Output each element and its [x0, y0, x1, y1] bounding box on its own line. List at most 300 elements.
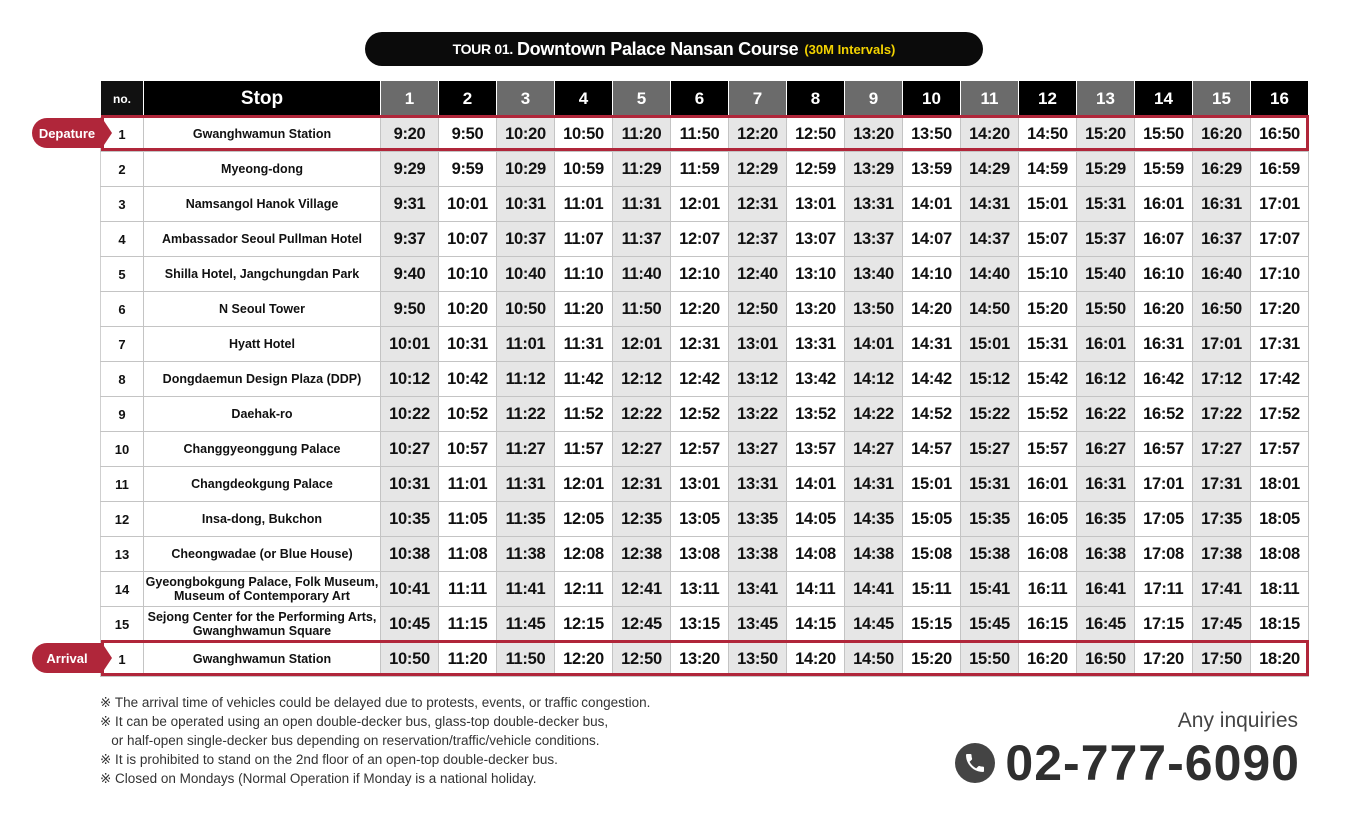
departure-time: 17:01	[1251, 187, 1309, 222]
stop-name	[144, 327, 381, 362]
departure-time: 17:35	[1193, 502, 1251, 537]
departure-time: 16:20	[1019, 642, 1077, 677]
departure-time: 16:35	[1077, 502, 1135, 537]
departure-time: 12:15	[555, 607, 613, 642]
departure-time: 15:29	[1077, 152, 1135, 187]
departure-time: 17:27	[1193, 432, 1251, 467]
departure-time: 15:05	[903, 502, 961, 537]
departure-time: 13:38	[729, 537, 787, 572]
departure-time: 16:22	[1077, 397, 1135, 432]
departure-time: 11:01	[555, 187, 613, 222]
departure-time: 12:20	[729, 117, 787, 152]
departure-time: 10:59	[555, 152, 613, 187]
tour-number: TOUR 01.	[452, 41, 513, 57]
header-row	[101, 81, 1309, 117]
departure-time: 14:35	[845, 502, 903, 537]
departure-time: 11:05	[439, 502, 497, 537]
stop-name-line: Dongdaemun Design Plaza (DDP)	[162, 372, 362, 386]
departure-time: 12:31	[729, 187, 787, 222]
stop-name-line: Gwanghwamun Station	[192, 652, 332, 666]
departure-time: 13:20	[671, 642, 729, 677]
departure-time: 13:01	[787, 187, 845, 222]
table-row	[101, 362, 1309, 397]
departure-time: 15:57	[1019, 432, 1077, 467]
departure-time: 18:15	[1251, 607, 1309, 642]
stop-name	[144, 432, 381, 467]
stop-name	[144, 187, 381, 222]
departure-time: 15:45	[961, 607, 1019, 642]
departure-time: 15:20	[1077, 117, 1135, 152]
course-name: Downtown Palace Nansan Course	[516, 38, 799, 59]
departure-time: 17:10	[1251, 257, 1309, 292]
departure-time: 13:31	[845, 187, 903, 222]
stop-number: 1	[101, 117, 144, 152]
departure-time: 10:22	[381, 397, 439, 432]
departure-time: 15:01	[961, 327, 1019, 362]
timetable	[100, 80, 1309, 677]
departure-time: 13:11	[671, 572, 729, 607]
note-line: ※ The arrival time of vehicles could be delayed due to protests, events, or traffic congestion.	[100, 695, 651, 710]
departure-time: 12:11	[555, 572, 613, 607]
departure-time: 15:31	[1077, 187, 1135, 222]
departure-time: 11:08	[439, 537, 497, 572]
departure-time: 15:20	[1019, 292, 1077, 327]
departure-time: 17:20	[1251, 292, 1309, 327]
departure-time: 13:37	[845, 222, 903, 257]
departure-time: 10:29	[497, 152, 555, 187]
departure-time: 17:12	[1193, 362, 1251, 397]
departure-time: 13:50	[903, 117, 961, 152]
stop-name-line: Namsangol Hanok Village	[185, 197, 339, 211]
departure-time: 12:20	[671, 292, 729, 327]
departure-time: 18:05	[1251, 502, 1309, 537]
departure-time: 13:01	[729, 327, 787, 362]
header-trip: 1	[381, 81, 439, 117]
departure-time: 17:11	[1135, 572, 1193, 607]
departure-time: 12:45	[613, 607, 671, 642]
departure-time: 16:45	[1077, 607, 1135, 642]
stop-number: 3	[101, 187, 144, 222]
table-row	[101, 222, 1309, 257]
departure-time: 15:37	[1077, 222, 1135, 257]
departure-time: 11:50	[671, 117, 729, 152]
departure-time: 16:08	[1019, 537, 1077, 572]
stop-number: 9	[101, 397, 144, 432]
phone-number: 02-777-6090	[1005, 735, 1300, 791]
departure-time: 9:29	[381, 152, 439, 187]
stop-number: 15	[101, 607, 144, 642]
departure-time: 11:52	[555, 397, 613, 432]
departure-time: 15:59	[1135, 152, 1193, 187]
departure-time: 11:12	[497, 362, 555, 397]
departure-time: 14:01	[787, 467, 845, 502]
departure-time: 17:08	[1135, 537, 1193, 572]
interval-note: (30M Intervals)	[804, 41, 896, 57]
departure-time: 17:52	[1251, 397, 1309, 432]
header-trip: 12	[1019, 81, 1077, 117]
departure-time: 11:01	[497, 327, 555, 362]
header-trip: 9	[845, 81, 903, 117]
header-no: no.	[101, 81, 144, 117]
note-line: ※ It is prohibited to stand on the 2nd floor of an open-top double-decker bus.	[100, 752, 558, 767]
departure-time: 11:41	[497, 572, 555, 607]
departure-time: 10:57	[439, 432, 497, 467]
departure-time: 14:01	[903, 187, 961, 222]
departure-time: 12:27	[613, 432, 671, 467]
departure-time: 15:40	[1077, 257, 1135, 292]
stop-number: 5	[101, 257, 144, 292]
departure-time: 10:50	[497, 292, 555, 327]
stop-name	[144, 397, 381, 432]
departure-time: 11:20	[439, 642, 497, 677]
stop-name	[144, 607, 381, 642]
departure-time: 9:59	[439, 152, 497, 187]
phone-contact	[955, 734, 1300, 792]
stop-name-line: Changgyeonggung Palace	[183, 442, 341, 456]
stop-name-line: Gyeongbokgung Palace, Folk Museum,	[145, 575, 379, 589]
stop-number: 4	[101, 222, 144, 257]
departure-time: 13:35	[729, 502, 787, 537]
stop-name	[144, 222, 381, 257]
departure-time: 11:37	[613, 222, 671, 257]
table-row	[101, 292, 1309, 327]
stop-number: 7	[101, 327, 144, 362]
departure-time: 11:29	[613, 152, 671, 187]
departure-time: 11:20	[613, 117, 671, 152]
departure-time: 12:57	[671, 432, 729, 467]
departure-time: 14:22	[845, 397, 903, 432]
departure-time: 17:38	[1193, 537, 1251, 572]
departure-time: 12:01	[671, 187, 729, 222]
departure-time: 14:31	[903, 327, 961, 362]
departure-time: 12:38	[613, 537, 671, 572]
header-trip: 10	[903, 81, 961, 117]
departure-time: 16:10	[1135, 257, 1193, 292]
stop-number: 12	[101, 502, 144, 537]
departure-time: 16:11	[1019, 572, 1077, 607]
stop-name	[144, 502, 381, 537]
departure-time: 10:38	[381, 537, 439, 572]
stop-number: 1	[101, 642, 144, 677]
departure-time: 10:27	[381, 432, 439, 467]
departure-time: 16:50	[1193, 292, 1251, 327]
departure-time: 13:20	[787, 292, 845, 327]
departure-time: 15:08	[903, 537, 961, 572]
departure-time: 15:01	[903, 467, 961, 502]
stop-name-line: Gwanghwamun Station	[192, 127, 332, 141]
arrival-tag: Arrival	[32, 643, 102, 673]
table-row	[101, 432, 1309, 467]
departure-time: 13:40	[845, 257, 903, 292]
departure-time: 12:01	[613, 327, 671, 362]
departure-time: 10:40	[497, 257, 555, 292]
departure-time: 10:31	[439, 327, 497, 362]
departure-time: 12:08	[555, 537, 613, 572]
departure-time: 16:42	[1135, 362, 1193, 397]
departure-time: 13:50	[729, 642, 787, 677]
note-line: or half-open single-decker bus depending on reservation/traffic/vehicle conditions.	[100, 733, 600, 748]
departure-time: 18:08	[1251, 537, 1309, 572]
departure-time: 16:31	[1077, 467, 1135, 502]
departure-time: 14:07	[903, 222, 961, 257]
departure-time: 13:05	[671, 502, 729, 537]
header-trip: 4	[555, 81, 613, 117]
course-title	[365, 32, 983, 66]
departure-time: 12:01	[555, 467, 613, 502]
departure-time: 16:59	[1251, 152, 1309, 187]
departure-time: 12:05	[555, 502, 613, 537]
departure-time: 17:01	[1193, 327, 1251, 362]
departure-time: 9:31	[381, 187, 439, 222]
departure-time: 10:52	[439, 397, 497, 432]
departure-time: 15:27	[961, 432, 1019, 467]
departure-time: 14:20	[961, 117, 1019, 152]
departure-time: 12:50	[787, 117, 845, 152]
departure-time: 16:15	[1019, 607, 1077, 642]
departure-time: 15:31	[1019, 327, 1077, 362]
departure-time: 17:05	[1135, 502, 1193, 537]
departure-time: 14:20	[787, 642, 845, 677]
header-trip: 5	[613, 81, 671, 117]
departure-time: 10:41	[381, 572, 439, 607]
departure-time: 14:31	[845, 467, 903, 502]
departure-time: 16:31	[1135, 327, 1193, 362]
departure-time: 11:15	[439, 607, 497, 642]
departure-time: 14:50	[961, 292, 1019, 327]
departure-time: 11:27	[497, 432, 555, 467]
departure-time: 15:41	[961, 572, 1019, 607]
header-trip: 2	[439, 81, 497, 117]
departure-tag: Depature	[32, 118, 102, 148]
stop-name-line: Hyatt Hotel	[229, 337, 295, 351]
departure-time: 15:52	[1019, 397, 1077, 432]
table-row	[101, 502, 1309, 537]
departure-time: 14:42	[903, 362, 961, 397]
departure-time: 17:31	[1251, 327, 1309, 362]
departure-time: 13:10	[787, 257, 845, 292]
departure-time: 11:59	[671, 152, 729, 187]
departure-time: 17:57	[1251, 432, 1309, 467]
departure-time: 15:38	[961, 537, 1019, 572]
departure-time: 12:35	[613, 502, 671, 537]
departure-time: 16:01	[1019, 467, 1077, 502]
table-row	[101, 537, 1309, 572]
departure-time: 14:59	[1019, 152, 1077, 187]
departure-time: 15:15	[903, 607, 961, 642]
stop-number: 8	[101, 362, 144, 397]
departure-time: 10:35	[381, 502, 439, 537]
stop-number: 6	[101, 292, 144, 327]
header-trip: 13	[1077, 81, 1135, 117]
stop-name	[144, 467, 381, 502]
departure-time: 12:31	[671, 327, 729, 362]
departure-time: 13:59	[903, 152, 961, 187]
departure-time: 13:31	[729, 467, 787, 502]
departure-time: 10:07	[439, 222, 497, 257]
departure-time: 16:52	[1135, 397, 1193, 432]
departure-time: 10:50	[381, 642, 439, 677]
departure-time: 16:50	[1077, 642, 1135, 677]
departure-time: 13:07	[787, 222, 845, 257]
departure-time: 12:29	[729, 152, 787, 187]
departure-time: 17:50	[1193, 642, 1251, 677]
departure-time: 15:42	[1019, 362, 1077, 397]
departure-time: 13:57	[787, 432, 845, 467]
stop-number: 10	[101, 432, 144, 467]
departure-time: 16:40	[1193, 257, 1251, 292]
stop-name-line: Gwanghwamun Square	[192, 624, 332, 638]
departure-time: 17:22	[1193, 397, 1251, 432]
table-row	[101, 572, 1309, 607]
departure-time: 14:31	[961, 187, 1019, 222]
departure-time: 15:31	[961, 467, 1019, 502]
departure-time: 13:52	[787, 397, 845, 432]
departure-time: 11:57	[555, 432, 613, 467]
departure-time: 12:40	[729, 257, 787, 292]
departure-time: 12:42	[671, 362, 729, 397]
stop-name	[144, 642, 381, 677]
header-trip: 7	[729, 81, 787, 117]
departure-time: 10:42	[439, 362, 497, 397]
table-row	[101, 257, 1309, 292]
departure-time: 18:11	[1251, 572, 1309, 607]
header-trip: 16	[1251, 81, 1309, 117]
departure-time: 14:08	[787, 537, 845, 572]
departure-time: 11:42	[555, 362, 613, 397]
departure-time: 12:10	[671, 257, 729, 292]
notes	[100, 693, 650, 788]
departure-time: 16:01	[1077, 327, 1135, 362]
departure-time: 13:50	[845, 292, 903, 327]
departure-time: 13:20	[845, 117, 903, 152]
departure-time: 13:45	[729, 607, 787, 642]
departure-time: 10:20	[439, 292, 497, 327]
stop-number: 13	[101, 537, 144, 572]
stop-name	[144, 537, 381, 572]
departure-time: 16:41	[1077, 572, 1135, 607]
departure-time: 10:37	[497, 222, 555, 257]
departure-time: 10:10	[439, 257, 497, 292]
departure-time: 17:45	[1193, 607, 1251, 642]
departure-time: 14:41	[845, 572, 903, 607]
departure-time: 11:35	[497, 502, 555, 537]
departure-time: 11:20	[555, 292, 613, 327]
stop-name-line: Ambassador Seoul Pullman Hotel	[161, 232, 363, 246]
stop-name-line: Museum of Contemporary Art	[174, 589, 350, 603]
stop-number: 14	[101, 572, 144, 607]
departure-time: 10:31	[497, 187, 555, 222]
departure-time: 12:52	[671, 397, 729, 432]
departure-time: 15:35	[961, 502, 1019, 537]
departure-time: 9:20	[381, 117, 439, 152]
departure-time: 12:12	[613, 362, 671, 397]
table-row	[101, 467, 1309, 502]
departure-time: 16:05	[1019, 502, 1077, 537]
departure-time: 16:50	[1251, 117, 1309, 152]
departure-time: 11:11	[439, 572, 497, 607]
header-stop: Stop	[144, 81, 381, 117]
departure-time: 17:42	[1251, 362, 1309, 397]
departure-time: 11:07	[555, 222, 613, 257]
departure-time: 11:01	[439, 467, 497, 502]
departure-time: 17:15	[1135, 607, 1193, 642]
header-trip: 8	[787, 81, 845, 117]
departure-time: 11:45	[497, 607, 555, 642]
departure-time: 9:50	[381, 292, 439, 327]
stop-number: 2	[101, 152, 144, 187]
departure-time: 13:42	[787, 362, 845, 397]
departure-time: 13:22	[729, 397, 787, 432]
stop-name	[144, 257, 381, 292]
departure-time: 13:12	[729, 362, 787, 397]
departure-time: 13:08	[671, 537, 729, 572]
header-trip: 11	[961, 81, 1019, 117]
departure-time: 12:31	[613, 467, 671, 502]
departure-time: 15:50	[1135, 117, 1193, 152]
departure-time: 14:11	[787, 572, 845, 607]
departure-time: 16:37	[1193, 222, 1251, 257]
departure-time: 15:50	[961, 642, 1019, 677]
departure-time: 14:45	[845, 607, 903, 642]
stop-name	[144, 152, 381, 187]
departure-time: 9:40	[381, 257, 439, 292]
table-row	[101, 642, 1309, 677]
departure-time: 11:31	[555, 327, 613, 362]
departure-time: 16:31	[1193, 187, 1251, 222]
departure-time: 13:31	[787, 327, 845, 362]
departure-time: 15:07	[1019, 222, 1077, 257]
departure-time: 17:41	[1193, 572, 1251, 607]
stop-name	[144, 117, 381, 152]
departure-time: 14:50	[1019, 117, 1077, 152]
departure-time: 10:45	[381, 607, 439, 642]
departure-time: 14:52	[903, 397, 961, 432]
departure-time: 14:20	[903, 292, 961, 327]
stop-name-line: Shilla Hotel, Jangchungdan Park	[164, 267, 360, 281]
departure-time: 16:27	[1077, 432, 1135, 467]
note-line: ※ Closed on Mondays (Normal Operation if Monday is a national holiday.	[100, 771, 537, 786]
header-trip: 3	[497, 81, 555, 117]
departure-time: 16:20	[1193, 117, 1251, 152]
departure-time: 12:22	[613, 397, 671, 432]
departure-time: 13:29	[845, 152, 903, 187]
departure-time: 14:01	[845, 327, 903, 362]
departure-time: 14:38	[845, 537, 903, 572]
departure-time: 12:41	[613, 572, 671, 607]
departure-time: 16:57	[1135, 432, 1193, 467]
table-row	[101, 152, 1309, 187]
table-row	[101, 187, 1309, 222]
departure-time: 18:01	[1251, 467, 1309, 502]
departure-time: 14:50	[845, 642, 903, 677]
header-trip: 6	[671, 81, 729, 117]
departure-time: 13:27	[729, 432, 787, 467]
departure-time: 15:11	[903, 572, 961, 607]
departure-time: 14:05	[787, 502, 845, 537]
departure-time: 17:07	[1251, 222, 1309, 257]
table-row	[101, 607, 1309, 642]
departure-time: 14:15	[787, 607, 845, 642]
departure-time: 10:31	[381, 467, 439, 502]
departure-time: 16:29	[1193, 152, 1251, 187]
departure-time: 13:15	[671, 607, 729, 642]
departure-time: 10:01	[381, 327, 439, 362]
departure-time: 13:01	[671, 467, 729, 502]
departure-time: 10:20	[497, 117, 555, 152]
departure-time: 16:20	[1135, 292, 1193, 327]
departure-time: 11:50	[613, 292, 671, 327]
departure-time: 14:40	[961, 257, 1019, 292]
